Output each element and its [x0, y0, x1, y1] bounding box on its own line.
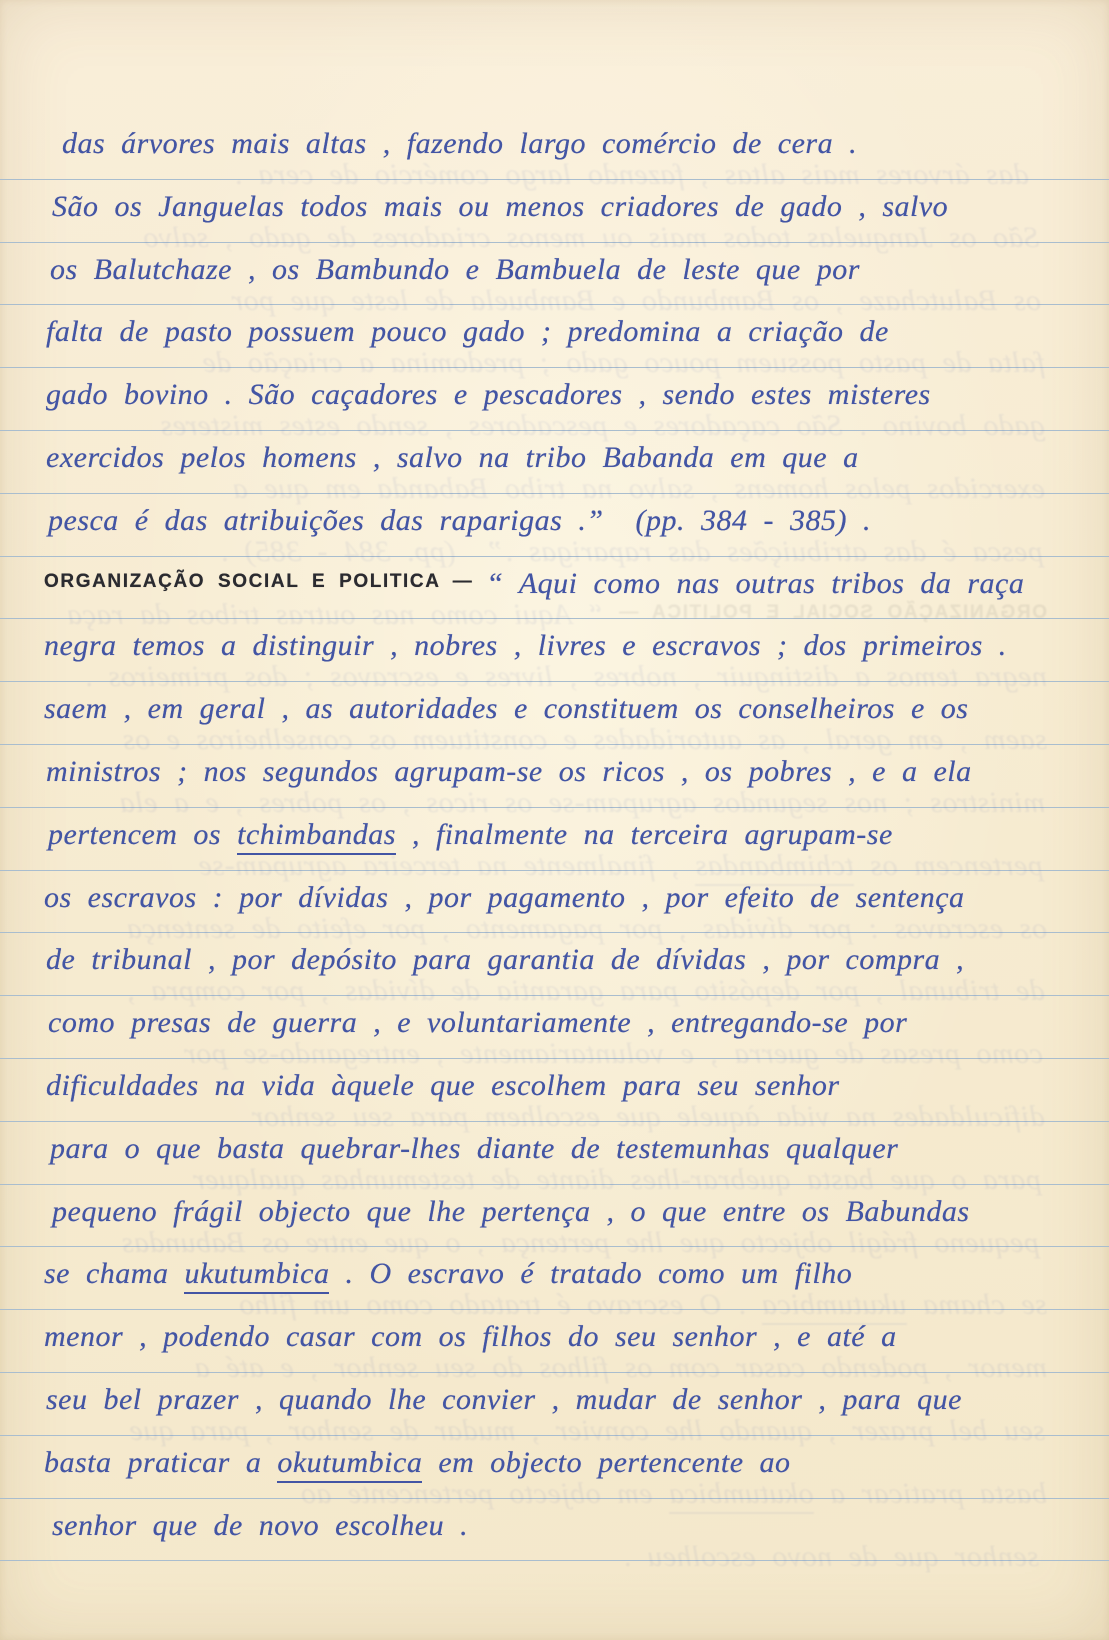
handwritten-text: pertencem os	[853, 848, 1043, 882]
underlined-term: tchimbandas	[237, 818, 396, 855]
handwritten-text: como presas de guerra , e voluntariamente , entregando-se por	[48, 1006, 908, 1040]
handwritten-text: seu bel prazer , quando lhe convier , mudar de senhor , para que	[46, 1382, 962, 1416]
manuscript-line	[0, 619, 1109, 682]
handwritten-text: negra temos a distinguir , nobres , livres e escravos ; dos primeiros .	[44, 629, 1007, 663]
manuscript-line	[0, 243, 1109, 306]
handwritten-text: pesca é das atribuições das raparigas .” (pp. 384 - 385) .	[48, 503, 871, 537]
handwritten-text: “ Aqui como nas outras tribos da raça	[66, 597, 605, 631]
manuscript-line	[0, 180, 1109, 243]
handwritten-text: das árvores mais altas , fazendo largo comércio de cera .	[233, 158, 1029, 191]
manuscript-line	[0, 494, 1109, 557]
handwritten-text: pesca é das atribuições das raparigas .” (pp. 384 - 385) .	[220, 534, 1043, 568]
handwritten-text: gado bovino . São caçadores e pescadores , sendo estes misteres	[160, 409, 1045, 443]
handwritten-text: falta de pasto possuem pouco gado ; predomina a criação de	[202, 346, 1045, 380]
handwritten-text: senhor que de novo escolheu .	[622, 1539, 1039, 1573]
handwritten-text: . O escravo é tratado como um filho	[238, 1288, 762, 1322]
underlined-term: ukutumbica	[762, 1288, 907, 1325]
handwritten-text: os escravos : por dívidas , por pagamento , por efeito de sentença	[44, 880, 965, 914]
handwritten-text: falta de pasto possuem pouco gado ; predomina a criação de	[46, 315, 889, 349]
handwritten-text: “ Aqui como nas outras tribos da raça	[486, 566, 1025, 600]
handwritten-text: pequeno frágil objecto que lhe pertença , o que entre os Babundas	[52, 1194, 970, 1228]
handwritten-text: . O escravo é tratado como um filho	[329, 1257, 853, 1291]
handwritten-text: se chama	[44, 1257, 185, 1291]
handwritten-text: seu bel prazer , quando lhe convier , mudar de senhor , para que	[129, 1413, 1045, 1447]
handwritten-text: exercidos pelos homens , salvo na tribo Babanda em que a	[232, 471, 1045, 505]
handwritten-text: se chama	[906, 1288, 1047, 1322]
handwritten-text: os escravos : por dívidas , por pagamento , por efeito de sentença	[126, 911, 1047, 945]
handwritten-text: dificuldades na vida àquele que escolhem para seu senhor	[251, 1099, 1045, 1133]
manuscript-line	[0, 1185, 1109, 1248]
handwritten-text: , finalmente na terceira agrupam-se	[395, 817, 893, 851]
handwritten-text: em objecto pertencente ao	[300, 1476, 669, 1510]
handwritten-text: como presas de guerra , e voluntariamente , entregando-se por	[183, 1037, 1043, 1071]
underlined-term: okutumbica	[669, 1477, 814, 1514]
handwritten-text: ministros ; nos segundos agrupam-se os ricos , os pobres , e a ela	[46, 754, 972, 788]
manuscript-line	[0, 431, 1109, 494]
handwritten-text: de tribunal , por depósito para garantia de dívidas , por compra ,	[46, 943, 965, 977]
handwritten-text: senhor que de novo escolheu .	[52, 1508, 469, 1542]
manuscript-line	[0, 1122, 1109, 1185]
handwritten-text: São os Janguelas todos mais ou menos criadores de gado , salvo	[52, 189, 949, 223]
handwritten-text: pequeno frágil objecto que lhe pertença , o que entre os Babundas	[121, 1225, 1039, 1259]
manuscript-line	[0, 871, 1109, 934]
manuscript-lines	[0, 117, 1109, 1561]
handwritten-text: menor , podendo casar com os filhos do seu senhor , e até a	[44, 1320, 897, 1354]
underlined-term: tchimbandas	[695, 849, 854, 886]
handwritten-text: para o que basta quebrar-lhes diante de testemunhas qualquer	[50, 1131, 899, 1165]
handwritten-text: para o que basta quebrar-lhes diante de testemunhas qualquer	[192, 1162, 1041, 1196]
manuscript-line	[0, 745, 1109, 808]
manuscript-line	[0, 1373, 1109, 1436]
section-heading: ORGANIZAÇÃO SOCIAL E POLITICA —	[604, 601, 1047, 623]
handwritten-text: gado bovino . São caçadores e pescadores , sendo estes misteres	[46, 378, 931, 412]
handwritten-text: saem , em geral , as autoridades e constituem os conselheiros e os	[122, 723, 1047, 757]
underlined-term: ukutumbica	[184, 1257, 329, 1294]
manuscript-line	[0, 557, 1109, 620]
handwritten-text: em objecto pertencente ao	[422, 1445, 791, 1479]
handwritten-text: menor , podendo casar com os filhos do seu senhor , e até a	[194, 1351, 1047, 1385]
handwritten-text: dificuldades na vida àquele que escolhem para seu senhor	[46, 1068, 840, 1102]
handwritten-text: pertencem os	[48, 817, 238, 851]
manuscript-line	[0, 933, 1109, 996]
handwritten-text: os Balutchaze , os Bambundo e Bambuela de leste que por	[231, 283, 1041, 317]
section-heading: ORGANIZAÇÃO SOCIAL E POLITICA —	[44, 570, 487, 592]
manuscript-line	[0, 1310, 1109, 1373]
handwritten-text: ministros ; nos segundos agrupam-se os ricos , os pobres , e a ela	[119, 785, 1045, 819]
manuscript-line	[0, 1436, 1109, 1499]
underlined-term: okutumbica	[277, 1446, 422, 1483]
manuscript-line	[0, 1499, 1109, 1562]
manuscript-line	[0, 305, 1109, 368]
manuscript-line	[0, 808, 1109, 871]
handwritten-text: saem , em geral , as autoridades e constituem os conselheiros e os	[44, 692, 969, 726]
handwritten-text: exercidos pelos homens , salvo na tribo Babanda em que a	[46, 440, 859, 474]
handwritten-text: , finalmente na terceira agrupam-se	[198, 848, 696, 882]
handwritten-text: de tribunal , por depósito para garantia de dívidas , por compra ,	[126, 974, 1045, 1008]
handwritten-text: São os Janguelas todos mais ou menos criadores de gado , salvo	[142, 220, 1039, 254]
handwritten-text: negra temos a distinguir , nobres , livres e escravos ; dos primeiros .	[84, 660, 1047, 694]
handwritten-text: das árvores mais altas , fazendo largo comércio de cera .	[62, 127, 858, 160]
manuscript-line	[0, 682, 1109, 745]
manuscript-line	[0, 368, 1109, 431]
handwritten-text: basta praticar a	[44, 1445, 278, 1479]
manuscript-line	[0, 1059, 1109, 1122]
handwritten-text: basta praticar a	[813, 1476, 1047, 1510]
manuscript-line	[0, 996, 1109, 1059]
handwritten-text: os Balutchaze , os Bambundo e Bambuela de leste que por	[50, 252, 860, 286]
manuscript-line	[0, 1247, 1109, 1310]
manuscript-line	[0, 117, 1109, 180]
